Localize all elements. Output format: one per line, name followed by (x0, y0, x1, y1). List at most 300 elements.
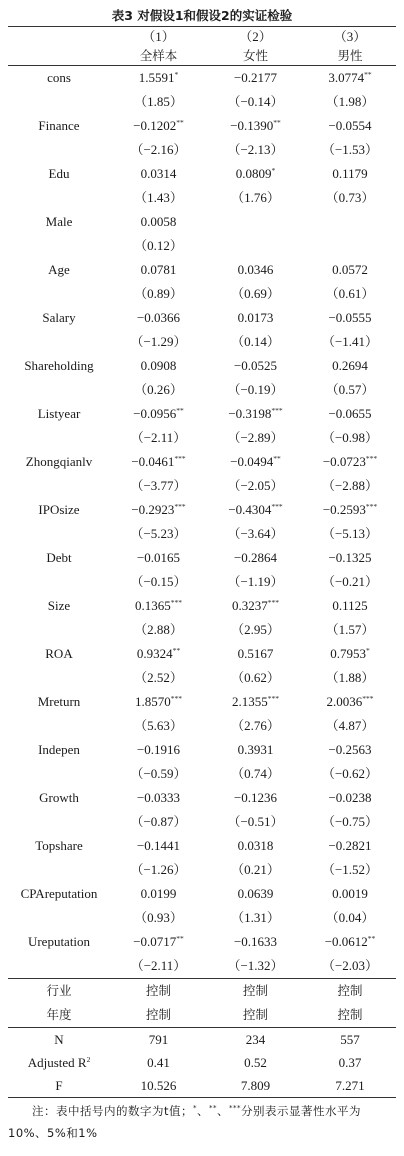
significance-mark: *** (174, 502, 186, 511)
empty-cell (8, 714, 110, 738)
t-stat-cell (110, 762, 207, 786)
coefficient-cell-value: 3.0774 (328, 70, 365, 85)
variable-name-value: Edu (48, 166, 70, 181)
t-stat-cell-value: （2.95） (231, 622, 280, 637)
t-stat-cell-value: （1.57） (325, 622, 375, 637)
significance-mark: * (271, 166, 276, 175)
t-stat-cell (207, 666, 304, 690)
coefficient-cell-value: 0.0346 (237, 262, 274, 277)
t-stat-cell (110, 282, 207, 306)
statistic-cell (304, 1028, 396, 1052)
control-name (8, 1003, 110, 1028)
coefficient-cell-value: 0.5167 (237, 646, 274, 661)
t-stat-cell (110, 474, 207, 498)
t-stat-cell (304, 810, 396, 834)
coefficient-row (8, 690, 396, 714)
significance-mark: ** (172, 646, 181, 655)
coefficient-row (8, 546, 396, 570)
t-stat-cell (207, 90, 304, 114)
statistic-cell (207, 1028, 304, 1052)
t-stat-cell-value: （−3.77） (130, 478, 187, 493)
t-stat-cell-value: （2.76） (231, 718, 280, 733)
t-stat-cell (304, 282, 396, 306)
variable-name (8, 306, 110, 330)
coefficient-cell-value: −0.2923 (131, 502, 175, 517)
t-stat-row (8, 378, 396, 402)
variable-name (8, 210, 110, 234)
coefficient-cell (304, 258, 396, 282)
t-stat-cell-value: （−1.32） (227, 958, 284, 973)
note-mark: ** (209, 1104, 218, 1112)
coefficient-cell-value: 1.8570 (135, 694, 171, 709)
statistic-cell (110, 1051, 207, 1074)
significance-mark: *** (365, 454, 378, 463)
t-stat-cell-value: （−1.53） (321, 142, 379, 157)
t-stat-cell (207, 522, 304, 546)
t-stat-cell (304, 330, 396, 354)
variable-name-value: Salary (42, 310, 76, 325)
t-stat-cell (207, 426, 304, 450)
t-stat-cell-value: （−2.13） (227, 142, 284, 157)
coefficient-cell-value: 0.0809 (235, 166, 272, 181)
t-stat-cell-value: （2.88） (134, 622, 183, 637)
significance-mark: 2 (86, 1055, 91, 1064)
coefficient-cell-value: 2.1355 (232, 694, 268, 709)
t-stat-cell (304, 714, 396, 738)
empty-cell (8, 954, 110, 979)
empty-cell (8, 186, 110, 210)
coefficient-cell-value: −0.0554 (328, 118, 372, 133)
coefficient-cell-value: −0.1441 (136, 838, 181, 853)
t-stat-cell (110, 138, 207, 162)
significance-mark: ** (176, 118, 184, 127)
coefficient-row (8, 498, 396, 522)
note-suffix: 分别表示显著性水平为10%、5%和1% (8, 1104, 362, 1140)
t-stat-cell-value: （−1.19） (227, 574, 284, 589)
statistic-cell-value: 0.52 (244, 1055, 267, 1070)
t-stat-row (8, 954, 396, 979)
statistic-name (8, 1028, 110, 1052)
t-stat-cell (304, 906, 396, 930)
variable-name (8, 738, 110, 762)
coefficient-cell-value: −0.2177 (233, 70, 278, 85)
t-stat-row (8, 762, 396, 786)
coefficient-cell (110, 66, 207, 91)
variable-name (8, 786, 110, 810)
variable-name (8, 354, 110, 378)
t-stat-cell (110, 906, 207, 930)
control-name (8, 979, 110, 1004)
coefficient-row (8, 162, 396, 186)
statistic-row (8, 1028, 396, 1052)
t-stat-cell (207, 762, 304, 786)
t-stat-cell (304, 858, 396, 882)
header-corner (8, 46, 110, 66)
t-stat-cell-value: （0.69） (231, 286, 280, 301)
variable-name-value: Size (47, 598, 71, 613)
coefficient-cell (304, 834, 396, 858)
statistic-cell-value: 791 (148, 1032, 169, 1047)
coefficient-cell (207, 210, 304, 234)
t-stat-cell (304, 618, 396, 642)
t-stat-cell-value: （−2.88） (321, 478, 379, 493)
coefficient-row (8, 402, 396, 426)
coefficient-cell-value: −0.0717 (133, 934, 177, 949)
coefficient-cell (304, 690, 396, 714)
variable-name-value: Zhongqianlv (25, 454, 93, 469)
coefficient-cell (110, 642, 207, 666)
variable-name-value: Shareholding (24, 358, 94, 373)
control-cell (110, 979, 207, 1004)
t-stat-row (8, 618, 396, 642)
coefficient-cell (207, 786, 304, 810)
t-stat-cell-value: （2.52） (134, 670, 183, 685)
t-stat-cell-value: （−0.14） (227, 94, 284, 109)
coefficient-cell (304, 402, 396, 426)
statistic-cell-value: 0.41 (147, 1055, 170, 1070)
t-stat-cell (110, 714, 207, 738)
coefficient-cell (110, 450, 207, 474)
t-stat-cell (304, 954, 396, 979)
coefficient-row (8, 114, 396, 138)
coefficient-cell (207, 450, 304, 474)
t-stat-cell (110, 90, 207, 114)
coefficient-cell-value: 0.0572 (332, 262, 368, 277)
statistic-cell-value: 234 (245, 1032, 266, 1047)
t-stat-cell (304, 90, 396, 114)
t-stat-cell (207, 474, 304, 498)
t-stat-cell-value: （0.12） (134, 238, 183, 253)
empty-cell (8, 282, 110, 306)
variable-name-value: ROA (45, 646, 73, 661)
t-stat-cell-value: （−0.19） (227, 382, 284, 397)
t-stat-cell (110, 426, 207, 450)
coefficient-cell-value: 0.0173 (237, 310, 274, 325)
column-number: （1） (110, 27, 207, 47)
significance-mark: *** (271, 406, 283, 415)
variable-name-value: Age (48, 262, 70, 277)
coefficient-cell-value: 2.0036 (326, 694, 363, 709)
coefficient-cell-value: −0.0333 (136, 790, 181, 805)
variable-name-value: Listyear (37, 406, 81, 421)
coefficient-row (8, 258, 396, 282)
control-cell (304, 979, 396, 1004)
coefficient-cell-value: −0.2593 (322, 502, 366, 517)
t-stat-cell-value: （−0.62） (321, 766, 379, 781)
coefficient-cell (304, 546, 396, 570)
coefficient-cell-value: 0.1125 (332, 598, 368, 613)
coefficient-cell (207, 402, 304, 426)
t-stat-cell (207, 858, 304, 882)
empty-cell (8, 858, 110, 882)
t-stat-cell (304, 234, 396, 258)
t-stat-cell (207, 282, 304, 306)
t-stat-cell (207, 138, 304, 162)
note-prefix: 注：表中括号内的数字为t值； (32, 1104, 194, 1118)
column-number: （3） (304, 27, 396, 47)
t-stat-row (8, 426, 396, 450)
control-cell-value: 控制 (337, 983, 363, 998)
coefficient-cell-value: 0.3237 (232, 598, 268, 613)
t-stat-cell (110, 522, 207, 546)
significance-mark: * (366, 646, 370, 655)
variable-name-value: Ureputation (27, 934, 91, 949)
coefficient-cell (110, 834, 207, 858)
t-stat-cell-value: （−1.41） (321, 334, 379, 349)
t-stat-cell-value: （−2.03） (321, 958, 379, 973)
t-stat-cell-value: （−2.11） (130, 430, 187, 445)
t-stat-cell-value: （0.57） (325, 382, 375, 397)
coefficient-cell-value: −0.0655 (328, 406, 372, 421)
coefficient-cell (207, 306, 304, 330)
coefficient-cell (110, 690, 207, 714)
empty-cell (8, 618, 110, 642)
column-sample-label: 女性 (207, 46, 304, 66)
significance-mark: ** (273, 454, 281, 463)
coefficient-cell (110, 210, 207, 234)
coefficient-row (8, 786, 396, 810)
variable-name (8, 882, 110, 906)
coefficient-cell (304, 594, 396, 618)
control-cell-value: 控制 (242, 983, 268, 998)
t-stat-cell-value: （0.14） (231, 334, 280, 349)
t-stat-cell (207, 714, 304, 738)
t-stat-cell-value: （0.04） (325, 910, 375, 925)
significance-mark: *** (267, 598, 279, 607)
coefficient-cell-value: −0.2563 (328, 742, 372, 757)
t-stat-cell (207, 618, 304, 642)
coefficient-cell-value: −0.0723 (322, 454, 366, 469)
statistic-cell (207, 1074, 304, 1098)
coefficient-row (8, 834, 396, 858)
t-stat-cell (207, 186, 304, 210)
coefficient-cell-value: 0.7953 (330, 646, 366, 661)
variable-name-value: IPOsize (38, 502, 80, 517)
t-stat-row (8, 282, 396, 306)
statistic-row (8, 1051, 396, 1074)
empty-cell (8, 666, 110, 690)
coefficient-cell (304, 786, 396, 810)
variable-name-value: Male (45, 214, 73, 229)
empty-cell (8, 810, 110, 834)
t-stat-cell (304, 762, 396, 786)
t-stat-cell-value: （−0.51） (227, 814, 284, 829)
empty-cell (8, 90, 110, 114)
significance-mark: ** (176, 934, 184, 943)
t-stat-row (8, 666, 396, 690)
coefficient-cell-value: −0.1236 (233, 790, 278, 805)
coefficient-cell (304, 114, 396, 138)
coefficient-cell-value: −0.0956 (133, 406, 177, 421)
t-stat-cell-value: （−1.52） (321, 862, 379, 877)
t-stat-cell-value: （−2.89） (227, 430, 284, 445)
coefficient-row (8, 594, 396, 618)
statistic-name (8, 1051, 110, 1074)
coefficient-cell-value: 0.0908 (140, 358, 177, 373)
coefficient-cell-value: −0.0555 (328, 310, 372, 325)
coefficient-cell-value: −0.1202 (133, 118, 177, 133)
statistic-cell-value: 7.809 (240, 1078, 271, 1093)
coefficient-cell (207, 114, 304, 138)
coefficient-cell-value: 0.0314 (140, 166, 177, 181)
coefficient-cell (207, 498, 304, 522)
empty-cell (8, 234, 110, 258)
coefficient-cell-value: −0.0165 (136, 550, 181, 565)
coefficient-cell-value: −0.1390 (230, 118, 274, 133)
t-stat-cell-value: （0.62） (231, 670, 280, 685)
table-caption: 表3 对假设1和假设2的实证检验 (111, 8, 293, 23)
empty-cell (8, 426, 110, 450)
significance-mark: *** (170, 694, 182, 703)
t-stat-cell-value: （0.21） (231, 862, 280, 877)
t-stat-cell (207, 810, 304, 834)
significance-mark: ** (364, 70, 372, 79)
coefficient-cell (304, 210, 396, 234)
coefficient-cell (304, 738, 396, 762)
variable-name-value: Finance (38, 118, 80, 133)
control-cell (207, 1003, 304, 1028)
coefficient-cell-value: −0.1916 (136, 742, 181, 757)
t-stat-cell (207, 906, 304, 930)
t-stat-cell (207, 378, 304, 402)
t-stat-cell-value: （−2.11） (130, 958, 187, 973)
coefficient-cell-value: −0.0494 (230, 454, 274, 469)
significance-mark: ** (367, 934, 376, 943)
coefficient-cell (207, 594, 304, 618)
coefficient-cell (304, 306, 396, 330)
t-stat-cell-value: （−2.16） (130, 142, 187, 157)
coefficient-cell (110, 354, 207, 378)
t-stat-cell (110, 618, 207, 642)
control-cell-value: 控制 (145, 1007, 171, 1022)
coefficient-cell-value: −0.0525 (233, 358, 278, 373)
variable-name-value: Mreturn (37, 694, 81, 709)
t-stat-cell-value: （1.88） (325, 670, 375, 685)
coefficient-cell-value: 0.0019 (332, 886, 368, 901)
coefficient-cell-value: 0.3931 (237, 742, 274, 757)
statistic-cell-value: 557 (340, 1032, 360, 1047)
variable-name-value: cons (47, 70, 71, 85)
coefficient-cell (207, 66, 304, 91)
variable-name (8, 450, 110, 474)
statistic-cell (207, 1051, 304, 1074)
control-row (8, 1003, 396, 1028)
t-stat-cell (304, 666, 396, 690)
t-stat-cell-value: （−3.64） (227, 526, 284, 541)
t-stat-cell (304, 378, 396, 402)
coefficient-row (8, 306, 396, 330)
t-stat-cell (304, 138, 396, 162)
table-header (8, 27, 396, 66)
t-stat-cell-value: （0.73） (325, 190, 375, 205)
coefficient-cell (304, 162, 396, 186)
coefficient-cell (304, 66, 396, 91)
significance-mark: *** (362, 694, 374, 703)
coefficient-cell (207, 546, 304, 570)
coefficient-cell (207, 690, 304, 714)
control-cell-value: 控制 (242, 1007, 268, 1022)
statistic-row (8, 1074, 396, 1098)
coefficient-cell (207, 834, 304, 858)
t-stat-row (8, 570, 396, 594)
coefficient-cell (304, 930, 396, 954)
t-stat-cell-value: （0.89） (134, 286, 183, 301)
significance-mark: ** (176, 406, 184, 415)
variable-name (8, 594, 110, 618)
t-stat-cell (110, 810, 207, 834)
coefficient-row (8, 210, 396, 234)
variable-name-value: Topshare (35, 838, 83, 853)
control-name-value: 行业 (46, 983, 72, 998)
t-stat-cell (110, 954, 207, 979)
t-stat-cell (304, 426, 396, 450)
significance-mark: ** (273, 118, 281, 127)
t-stat-cell (207, 570, 304, 594)
variable-name (8, 66, 110, 91)
variable-name (8, 690, 110, 714)
t-stat-cell-value: （−0.21） (321, 574, 379, 589)
t-stat-cell (304, 570, 396, 594)
coefficient-cell-value: −0.0238 (328, 790, 372, 805)
coefficient-cell (110, 594, 207, 618)
control-name-value: 年度 (46, 1007, 72, 1022)
coefficient-cell (304, 450, 396, 474)
variable-name (8, 114, 110, 138)
t-stat-cell-value: （1.31） (231, 910, 280, 925)
t-stat-cell-value: （−0.87） (130, 814, 187, 829)
t-stat-cell (207, 330, 304, 354)
coefficient-cell-value: 0.0781 (140, 262, 177, 277)
empty-cell (8, 570, 110, 594)
coefficient-cell-value: 0.1365 (135, 598, 171, 613)
coefficient-cell (110, 162, 207, 186)
note-mark: *** (229, 1104, 242, 1112)
statistic-cell-value: 10.526 (140, 1078, 177, 1093)
variable-name-value: CPAreputation (20, 886, 98, 901)
coefficient-cell-value: −0.2821 (328, 838, 372, 853)
t-stat-cell-value: （−2.05） (227, 478, 284, 493)
coefficient-cell-value: 0.2694 (332, 358, 368, 373)
t-stat-cell (207, 234, 304, 258)
statistic-cell (110, 1028, 207, 1052)
variable-name (8, 498, 110, 522)
coefficient-cell-value: −0.0461 (131, 454, 175, 469)
t-stat-cell (110, 234, 207, 258)
variable-name-value: Growth (39, 790, 79, 805)
coefficient-cell-value: −0.0612 (324, 934, 368, 949)
t-stat-cell-value: （1.76） (231, 190, 280, 205)
variable-name (8, 162, 110, 186)
variable-name-value: Debt (46, 550, 72, 565)
t-stat-cell (304, 474, 396, 498)
significance-mark: *** (271, 502, 283, 511)
coefficient-cell (110, 258, 207, 282)
t-stat-row (8, 522, 396, 546)
coefficient-cell (207, 162, 304, 186)
coefficient-cell (110, 498, 207, 522)
t-stat-cell-value: （1.43） (134, 190, 183, 205)
control-row (8, 979, 396, 1004)
note-separator: 、 (197, 1104, 210, 1118)
t-stat-cell-value: （0.26） (134, 382, 183, 397)
t-stat-cell-value: （−1.29） (130, 334, 187, 349)
t-stat-cell (110, 330, 207, 354)
statistic-name-value: F (55, 1078, 63, 1093)
table-note (8, 1100, 396, 1144)
t-stat-cell (304, 186, 396, 210)
t-stat-cell-value: （−0.15） (130, 574, 187, 589)
column-sample-label: 男性 (304, 46, 396, 66)
